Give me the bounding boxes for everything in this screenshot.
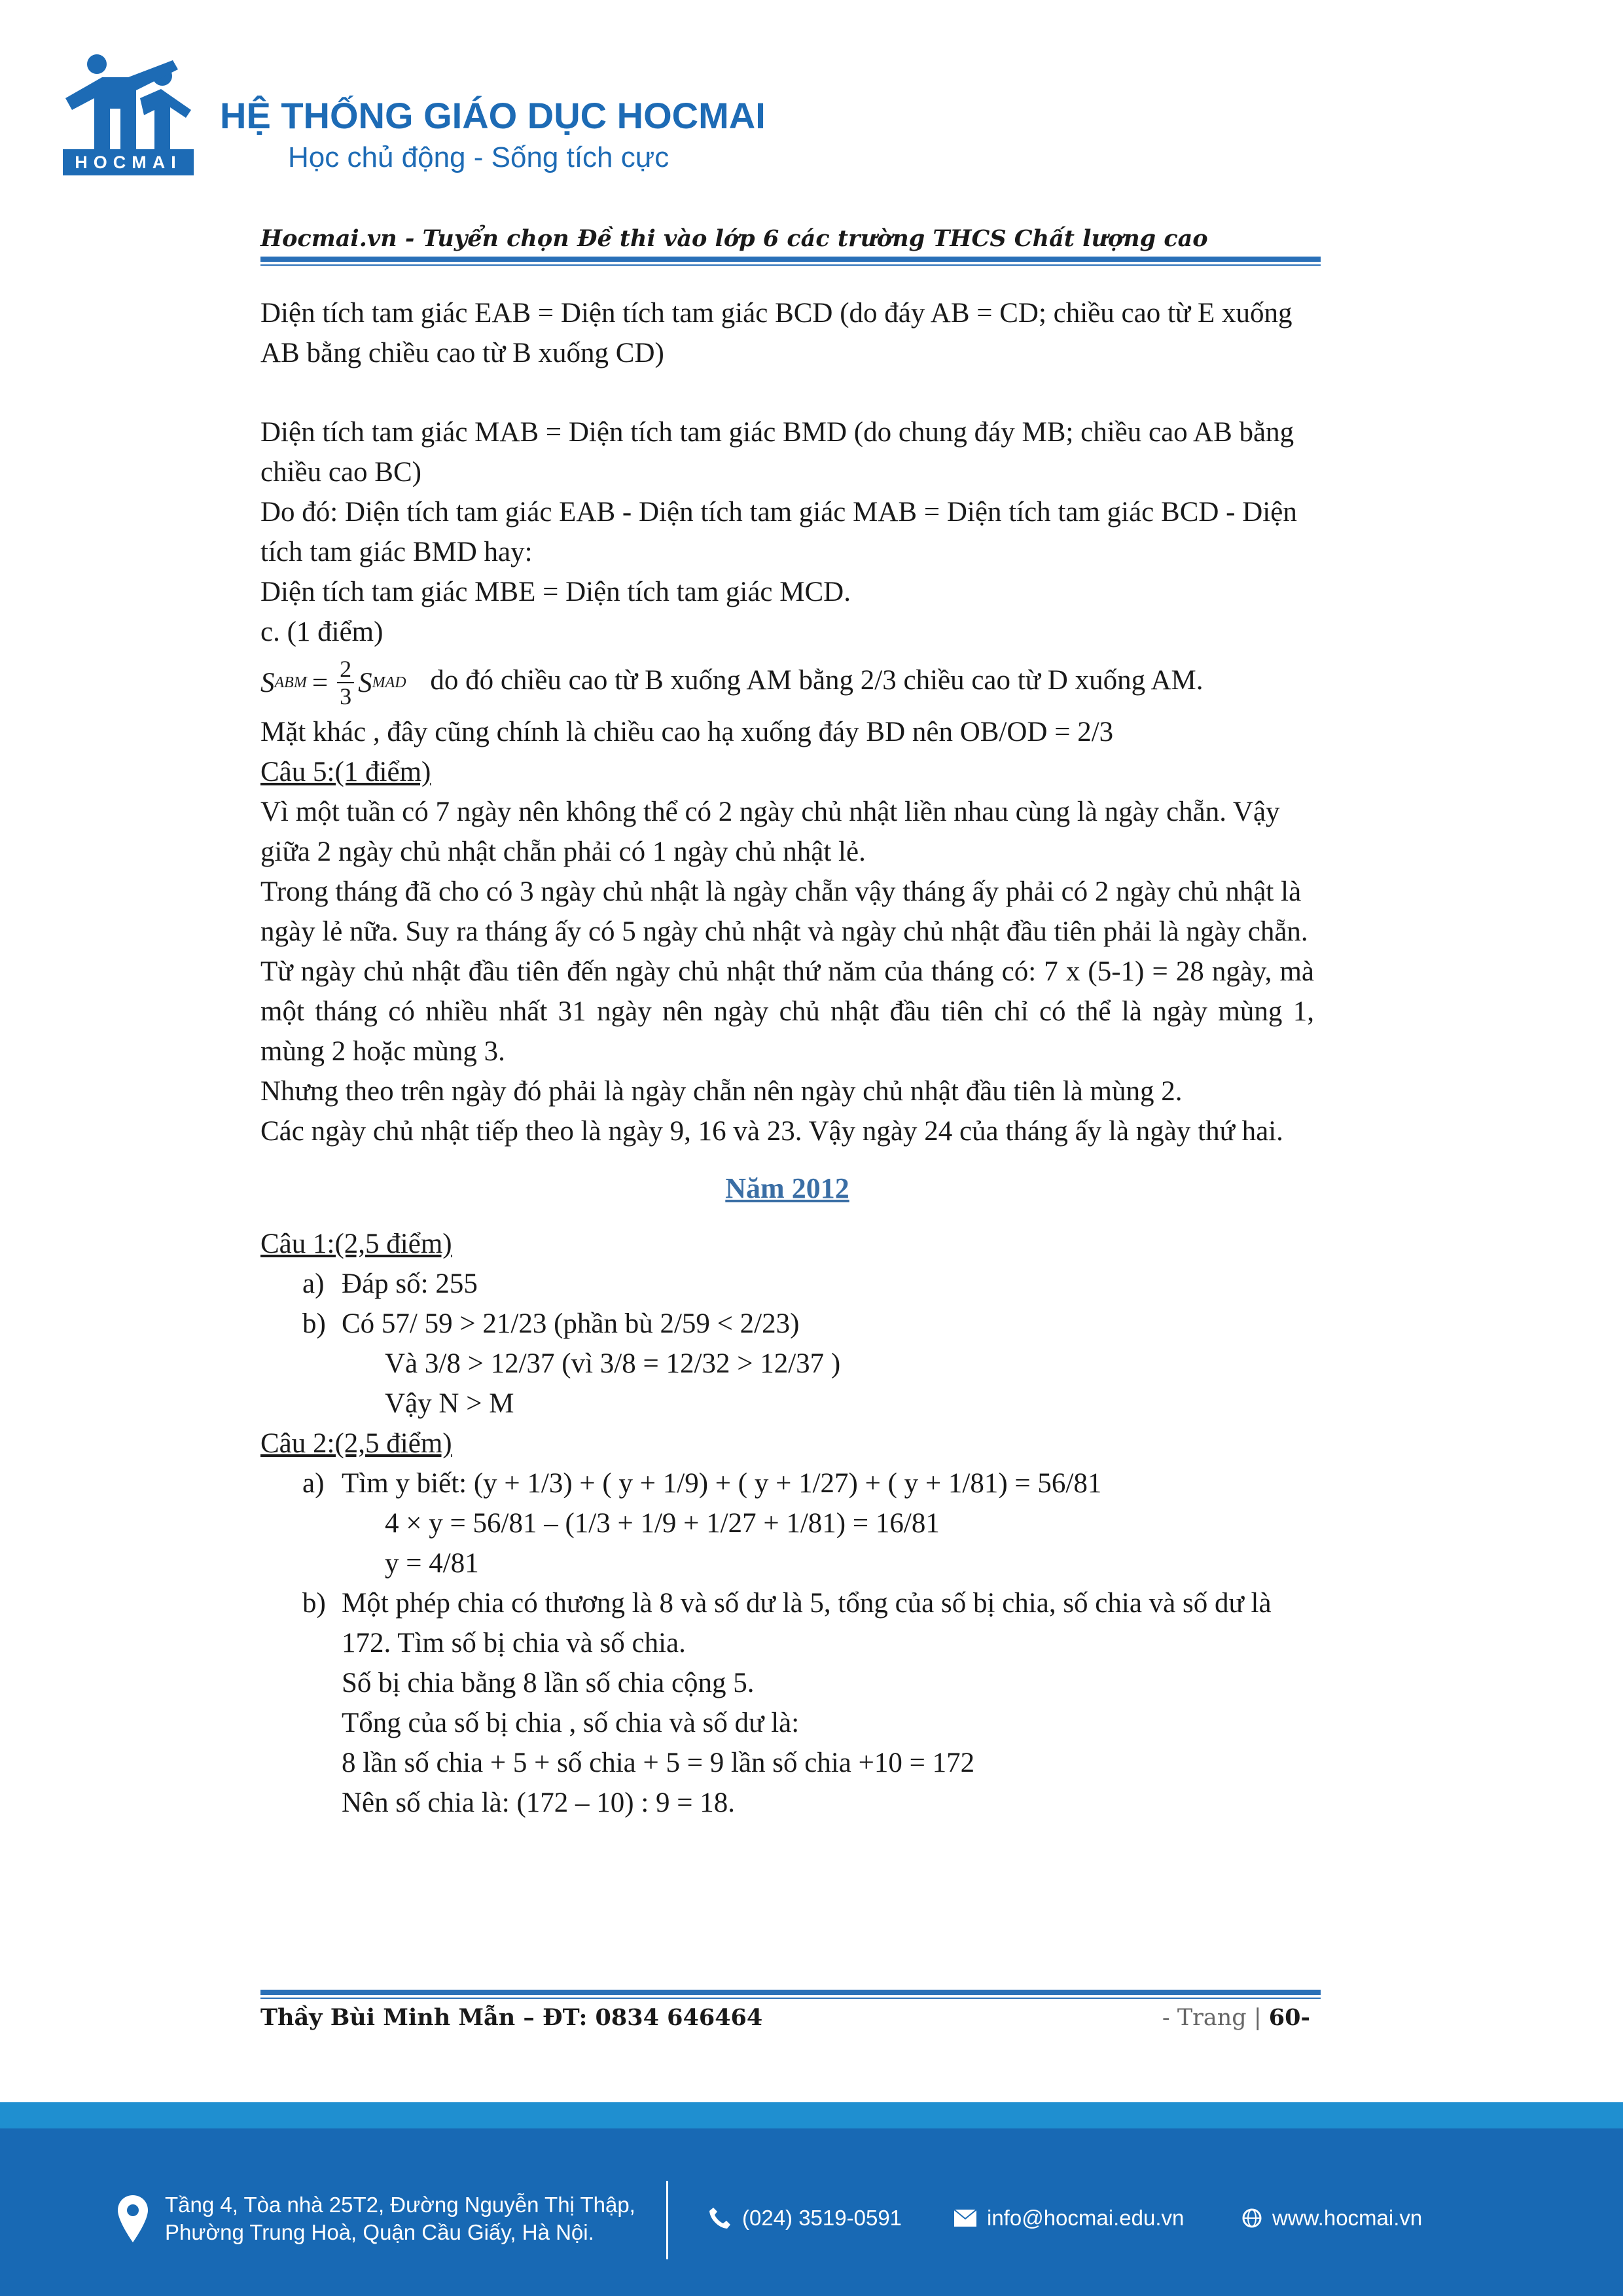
part-c-label: c. (1 điểm) [260,617,383,647]
question-heading: Câu 1:(2,5 điểm) [260,1229,452,1259]
website-contact[interactable] [1242,2206,1422,2231]
footer-author: Thầy Bùi Minh Mẫn – ĐT: 0834 646464 [260,2004,763,2031]
paragraph: Trong tháng đã cho có 3 ngày chủ nhật là ngày chẵn vậy tháng ấy phải có 2 ngày chủ nhật là ngày lẻ nữa. Suy ra tháng ấy có 5 ngày chủ nhật và ngày chủ nhật đầu tiên phải là ngày chẵn. [260,876,1308,947]
list-item: a) Tìm y biết: (y + 1/3) + ( y + 1/9) + ( y + 1/27) + ( y + 1/81) = 56/81 [302,1468,1102,1499]
list-item: a) Đáp số: 255 [302,1268,478,1299]
location-pin-icon [118,2195,148,2242]
globe-icon [1242,2208,1262,2228]
answer-line: Vậy N > M [385,1388,514,1419]
answer-line: 4 × y = 56/81 – (1/3 + 1/9 + 1/27 + 1/81) = 16/81 [385,1508,940,1539]
paragraph: Từ ngày chủ nhật đầu tiên đến ngày chủ nhật thứ năm của tháng có: 7 x (5-1) = 28 ngày, mà một tháng có nhiều nhất 31 ngày nên ngày chủ nhật đầu tiên chỉ có thể là ngày mùng 1, mùng 2 hoặc mùng 3. [260,956,1314,1067]
paragraph: Do đó: Diện tích tam giác EAB - Diện tích tam giác MAB = Diện tích tam giác BCD - Diện tích tam giác BMD hay: [260,497,1297,567]
paragraph: Nhưng theo trên ngày đó phải là ngày chẵn nên ngày chủ nhật đầu tiên là mùng 2. [260,1076,1183,1107]
divider [666,2181,668,2259]
formula-line [260,656,1314,709]
logo-label: HOCMAI [63,149,194,175]
page-number: - Trang | 60- [1162,2004,1310,2031]
area-ratio-formula: S ABM = $\frac{2}{3}$ S MAD [260,656,406,709]
formula-text: do đó chiều cao từ B xuống AM bằng 2/3 chiều cao từ D xuống AM. [430,664,1204,696]
address [118,2191,635,2246]
website-url: www.hocmai.vn [1272,2206,1423,2230]
paragraph: Vì một tuần có 7 ngày nên không thể có 2 ngày chủ nhật liền nhau cùng là ngày chẵn. Vậy giữa 2 ngày chủ nhật chẵn phải có 1 ngày chủ nhật lẻ. [260,797,1280,867]
question-heading: Câu 2:(2,5 điểm) [260,1428,452,1459]
contact-bar [0,2128,1623,2296]
list-item: b) Có 57/ 59 > 21/23 (phần bù 2/59 < 2/23) [302,1308,800,1339]
phone-number: (024) 3519-0591 [742,2206,902,2230]
paragraph: Diện tích tam giác EAB = Diện tích tam giác BCD (do đáy AB = CD; chiều cao từ E xuống AB bằng chiều cao từ B xuống CD) [260,298,1293,368]
email-contact[interactable] [954,2206,1184,2231]
email-address: info@hocmai.edu.vn [987,2206,1185,2230]
phone-icon [708,2206,732,2230]
paragraph: Diện tích tam giác MBE = Diện tích tam giác MCD. [260,577,851,607]
footer-rule-thin [260,1998,1321,1999]
fraction: $\frac{2}{3}$ [337,656,354,709]
answer-line: y = 4/81 [385,1548,479,1579]
address-line: Tầng 4, Tòa nhà 25T2, Đường Nguyễn Thị Thập, [165,2193,635,2217]
paragraph: Mặt khác , đây cũng chính là chiều cao hạ xuống đáy BD nên OB/OD = 2/3 [260,717,1114,747]
email-icon [954,2210,976,2227]
hocmai-logo-icon [63,52,194,151]
paragraph: Các ngày chủ nhật tiếp theo là ngày 9, 16 và 23. Vậy ngày 24 của tháng ấy là ngày thứ hai. [260,1116,1283,1147]
brand-slogan: Học chủ động - Sống tích cực [288,141,669,173]
footer-rule [260,1990,1321,1995]
section-title: Năm 2012 [725,1172,849,1204]
header-rule [260,257,1321,262]
footer-band [0,2102,1623,2128]
answer-line: Tổng của số bị chia , số chia và số dư là: [342,1708,800,1738]
phone-contact[interactable] [708,2206,902,2231]
answer-line: 8 lần số chia + 5 + số chia + 5 = 9 lần số chia +10 = 172 [342,1748,975,1778]
question-heading: Câu 5:(1 điểm) [260,757,431,787]
page-content [260,293,1314,1823]
address-line: Phường Trung Hoà, Quận Cầu Giấy, Hà Nội. [165,2220,594,2244]
header-rule-thin [260,264,1321,266]
spacer [260,373,1314,412]
brand-header [59,52,975,183]
running-header: Hocmai.vn - Tuyển chọn Đề thi vào lớp 6 các trường THCS Chất lượng cao [260,225,1208,252]
paragraph: Diện tích tam giác MAB = Diện tích tam giác BMD (do chung đáy MB; chiều cao AB bằng chiều cao BC) [260,417,1294,488]
answer-line: Và 3/8 > 12/37 (vì 3/8 = 12/32 > 12/37 ) [385,1348,841,1379]
brand-title: HỆ THỐNG GIÁO DỤC HOCMAI [220,95,766,136]
answer-line: Nên số chia là: (172 – 10) : 9 = 18. [342,1787,736,1818]
answer-line: Số bị chia bằng 8 lần số chia cộng 5. [342,1668,755,1698]
list-item: b) Một phép chia có thương là 8 và số dư là 5, tổng của số bị chia, số chia và số dư là 172. Tìm số bị chia và số chia. [302,1588,1272,1659]
